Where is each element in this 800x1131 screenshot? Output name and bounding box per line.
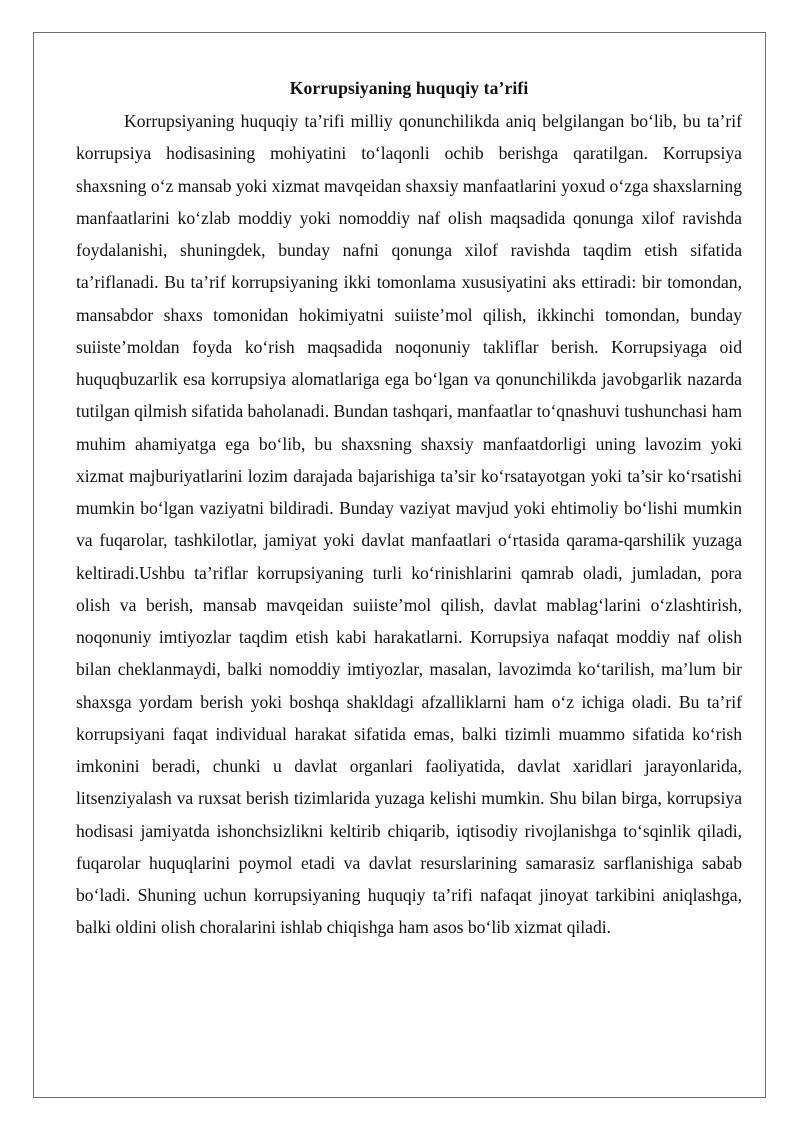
body-paragraph: Korrupsiyaning huquqiy ta’rifi milliy qonunchilikda aniq belgilangan bo‘lib, bu ta’rif korrupsiya hodisasining mohiyatini to‘laqonli ochib berishga qaratilgan. Korrupsiya shaxsning o‘z mansab yoki xizmat mavqeidan shaxsiy manfaatlarini yoxud o‘zga shaxslarning manfaatlarini ko‘zlab moddiy yoki nomoddiy naf olish maqsadida qonunga xilof ravishda foydalanishi, shuningdek, bunday nafni qonunga xilof ravishda taqdim etish sifatida ta’riflanadi. Bu ta’rif korrupsiyaning ikki tomonlama xususiyatini aks ettiradi: bir tomondan, mansabdor shaxs tomonidan hokimiyatni suiiste’mol qilish, ikkinchi tomondan, bunday suiiste’moldan foyda ko‘rish maqsadida noqonuniy takliflar berish. Korrupsiyaga oid huquqbuzarlik esa korrupsiya alomatlariga ega bo‘lgan va qonunchilikda javobgarlik nazarda tutilgan qilmish sifatida baholanadi. Bundan tashqari, manfaatlar to‘qnashuvi tushunchasi ham muhim ahamiyatga ega bo‘lib, bu shaxsning shaxsiy manfaatdorligi uning lavozim yoki xizmat majburiyatlarini lozim darajada bajarishiga ta’sir ko‘rsatayotgan yoki ta’sir ko‘rsatishi mumkin bo‘lgan vaziyatni bildiradi. Bunday vaziyat mavjud yoki ehtimoliy bo‘lishi mumkin va fuqarolar, tashkilotlar, jamiyat yoki davlat manfaatlari o‘rtasida qarama-qarshilik yuzaga keltiradi.Ushbu ta’riflar korrupsiyaning turli ko‘rinishlarini qamrab oladi, jumladan, pora olish va berish, mansab mavqeidan suiiste’mol qilish, davlat mablag‘larini o‘zlashtirish, noqonuniy imtiyozlar taqdim etish kabi harakatlarni. Korrupsiya nafaqat moddiy naf olish bilan cheklanmaydi, balki nomoddiy imtiyozlar, masalan, lavozimda ko‘tarilish, ma’lum bir shaxsga yordam berish yoki boshqa shakldagi afzalliklarni ham o‘z ichiga oladi. Bu ta’rif korrupsiyani faqat individual harakat sifatida emas, balki tizimli muammo sifatida ko‘rish imkonini beradi, chunki u davlat organlari faoliyatida, davlat xaridlari jarayonlarida, litsenziyalash va ruxsat berish tizimlarida yuzaga kelishi mumkin. Shu bilan birga, korrupsiya hodisasi jamiyatda ishonchsizlikni keltirib chiqarib, iqtisodiy rivojlanishga to‘sqinlik qiladi, fuqarolar huquqlarini poymol etadi va davlat resurslarining samarasiz sarflanishiga sabab bo‘ladi. Shuning uchun korrupsiyaning huquqiy ta’rifi nafaqat jinoyat tarkibini aniqlashga, balki oldini olish choralarini ishlab chiqishga ham asos bo‘lib xizmat qiladi. <box>76 111 742 938</box>
document-body <box>76 72 742 944</box>
document-title: Korrupsiyaning huquqiy ta’rifi <box>289 78 529 98</box>
